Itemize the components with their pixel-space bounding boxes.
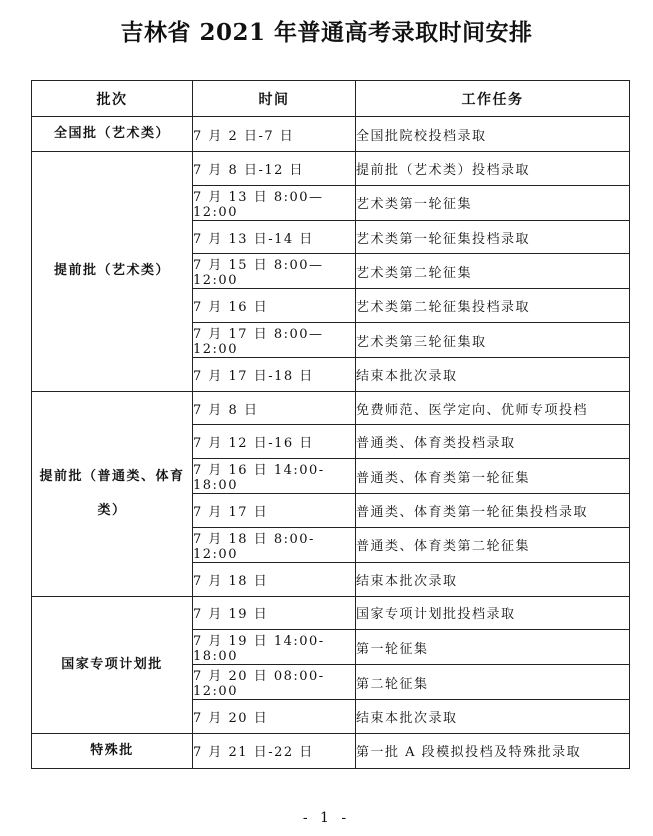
task-cell: 提前批（艺术类）投档录取 <box>356 152 630 186</box>
header-time: 时间 <box>193 81 356 117</box>
time-cell: 7 月 8 日-12 日 <box>193 152 356 186</box>
batch-cell: 特殊批 <box>32 733 193 768</box>
task-cell: 第一批 A 段模拟投档及特殊批录取 <box>356 733 630 768</box>
task-cell: 全国批院校投档录取 <box>356 117 630 152</box>
task-cell: 艺术类第一轮征集 <box>356 185 630 220</box>
task-cell: 艺术类第一轮征集投档录取 <box>356 220 630 254</box>
header-task: 工作任务 <box>356 81 630 117</box>
time-cell: 7 月 17 日-18 日 <box>193 358 356 392</box>
batch-cell: 提前批（艺术类） <box>32 152 193 392</box>
time-cell: 7 月 8 日 <box>193 391 356 425</box>
time-cell: 7 月 21 日-22 日 <box>193 733 356 768</box>
table-header-row <box>32 81 630 117</box>
task-cell: 免费师范、医学定向、优师专项投档 <box>356 391 630 425</box>
batch-cell: 提前批（普通类、体育类） <box>32 391 193 596</box>
task-cell: 普通类、体育类第一轮征集投档录取 <box>356 494 630 528</box>
batch-cell: 国家专项计划批 <box>32 596 193 733</box>
task-cell: 普通类、体育类投档录取 <box>356 425 630 459</box>
task-cell: 艺术类第二轮征集投档录取 <box>356 289 630 323</box>
task-cell: 结束本批次录取 <box>356 358 630 392</box>
task-cell: 第二轮征集 <box>356 665 630 700</box>
time-cell: 7 月 20 日 08:00-12:00 <box>193 665 356 700</box>
time-cell: 7 月 19 日 <box>193 596 356 630</box>
time-cell: 7 月 17 日 <box>193 494 356 528</box>
table-row <box>32 596 630 630</box>
time-cell: 7 月 19 日 14:00-18:00 <box>193 630 356 665</box>
task-cell: 国家专项计划批投档录取 <box>356 596 630 630</box>
time-cell: 7 月 13 日 8:00—12:00 <box>193 185 356 220</box>
task-cell: 第一轮征集 <box>356 630 630 665</box>
time-cell: 7 月 17 日 8:00—12:00 <box>193 323 356 358</box>
batch-cell: 全国批（艺术类） <box>32 117 193 152</box>
time-cell: 7 月 15 日 8:00—12:00 <box>193 254 356 289</box>
time-cell: 7 月 12 日-16 日 <box>193 425 356 459</box>
table-row <box>32 391 630 425</box>
page-title: 吉林省 2021 年普通高考录取时间安排 <box>120 19 533 46</box>
time-cell: 7 月 18 日 8:00-12:00 <box>193 527 356 562</box>
time-cell: 7 月 20 日 <box>193 700 356 734</box>
table-row <box>32 117 630 152</box>
time-cell: 7 月 18 日 <box>193 562 356 596</box>
table-row <box>32 152 630 186</box>
page-number: - 1 - <box>302 810 351 826</box>
task-cell: 艺术类第三轮征集取 <box>356 323 630 358</box>
time-cell: 7 月 16 日 <box>193 289 356 323</box>
task-cell: 普通类、体育类第二轮征集 <box>356 527 630 562</box>
schedule-table <box>31 80 630 769</box>
schedule-body <box>32 117 630 769</box>
header-batch: 批次 <box>32 81 193 117</box>
task-cell: 结束本批次录取 <box>356 700 630 734</box>
task-cell: 结束本批次录取 <box>356 562 630 596</box>
time-cell: 7 月 16 日 14:00-18:00 <box>193 459 356 494</box>
task-cell: 艺术类第二轮征集 <box>356 254 630 289</box>
time-cell: 7 月 2 日-7 日 <box>193 117 356 152</box>
task-cell: 普通类、体育类第一轮征集 <box>356 459 630 494</box>
time-cell: 7 月 13 日-14 日 <box>193 220 356 254</box>
table-row <box>32 733 630 768</box>
